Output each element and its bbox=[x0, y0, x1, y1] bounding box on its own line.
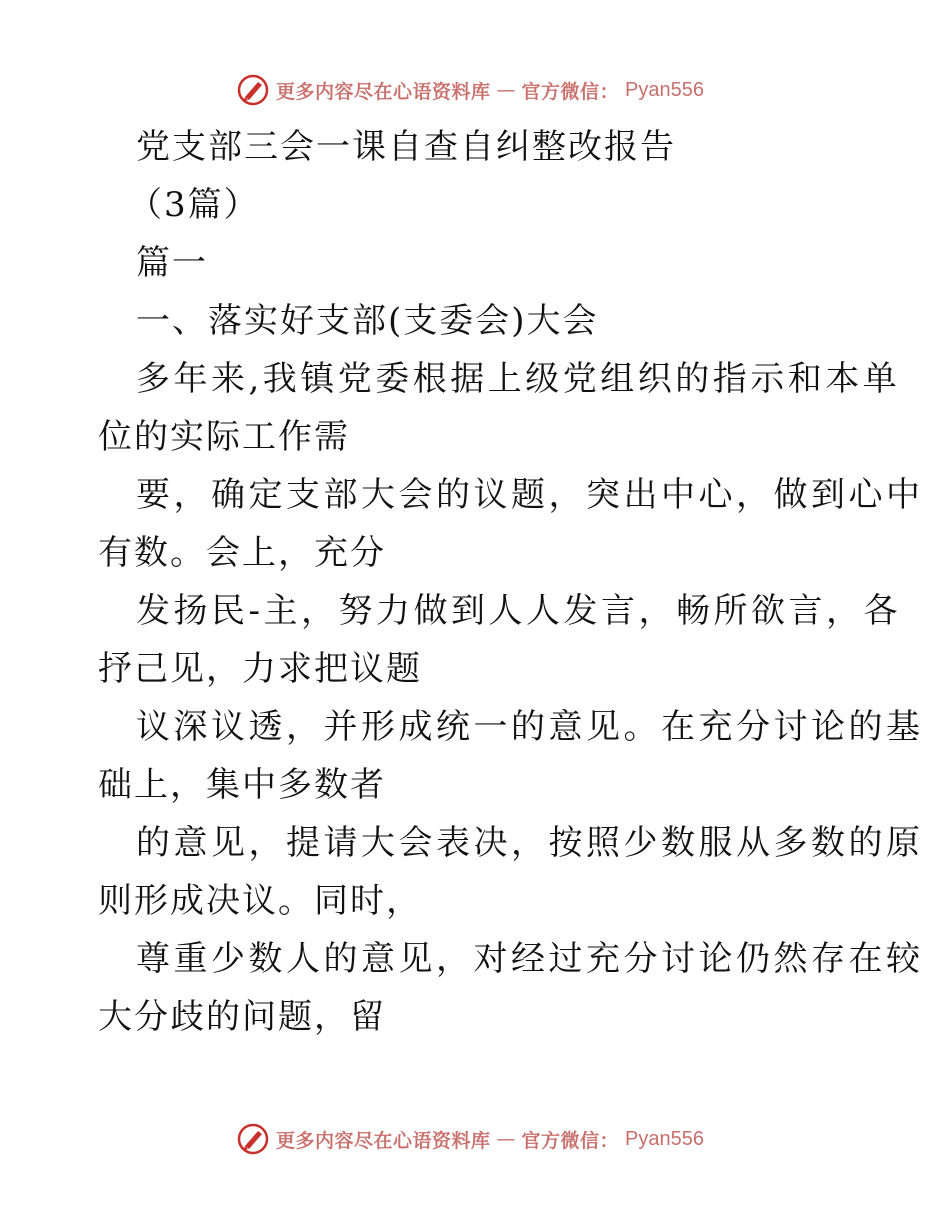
watermark-dash: — bbox=[496, 79, 516, 101]
paragraph-line: 大分歧的问题，留 bbox=[98, 997, 386, 1037]
paragraph-line: 多年来,我镇党委根据上级党组织的指示和本单 bbox=[136, 359, 901, 399]
pen-logo-icon bbox=[236, 1122, 270, 1156]
paragraph-line: 议深议透，并形成统一的意见。在充分讨论的基 bbox=[136, 707, 924, 747]
watermark-text: 更多内容尽在心语资料库 bbox=[276, 1129, 491, 1152]
paragraph-line: 础上，集中多数者 bbox=[98, 765, 386, 805]
pen-logo-icon bbox=[236, 73, 270, 107]
header-watermark bbox=[236, 72, 704, 108]
watermark-text: 更多内容尽在心语资料库 bbox=[276, 80, 491, 103]
watermark-dash: — bbox=[496, 1128, 516, 1150]
paragraph-line: 位的实际工作需 bbox=[98, 417, 350, 457]
paragraph-line: 要，确定支部大会的议题，突出中心，做到心中 bbox=[136, 475, 924, 515]
section-heading: 一、落实好支部(支委会)大会 bbox=[136, 301, 599, 341]
watermark-wechat-id: Pyan556 bbox=[625, 1127, 704, 1150]
paragraph-line: 发扬民-主，努力做到人人发言，畅所欲言，各 bbox=[136, 591, 901, 631]
watermark-wechat-label: 官方微信： bbox=[521, 80, 620, 103]
footer-watermark bbox=[236, 1121, 704, 1157]
document-subtitle: （3篇） bbox=[128, 185, 260, 225]
document-title: 党支部三会一课自查自纠整改报告 bbox=[136, 127, 676, 167]
paragraph-line: 的意见，提请大会表决，按照少数服从多数的原 bbox=[136, 823, 924, 863]
paragraph-line: 有数。会上，充分 bbox=[98, 533, 386, 573]
watermark-wechat-label: 官方微信： bbox=[521, 1129, 620, 1152]
paragraph-line: 抒己见，力求把议题 bbox=[98, 649, 422, 689]
part-heading: 篇一 bbox=[136, 243, 208, 283]
paragraph-line: 则形成决议。同时， bbox=[98, 881, 422, 921]
paragraph-line: 尊重少数人的意见，对经过充分讨论仍然存在较 bbox=[136, 939, 924, 979]
watermark-wechat-id: Pyan556 bbox=[625, 78, 704, 101]
